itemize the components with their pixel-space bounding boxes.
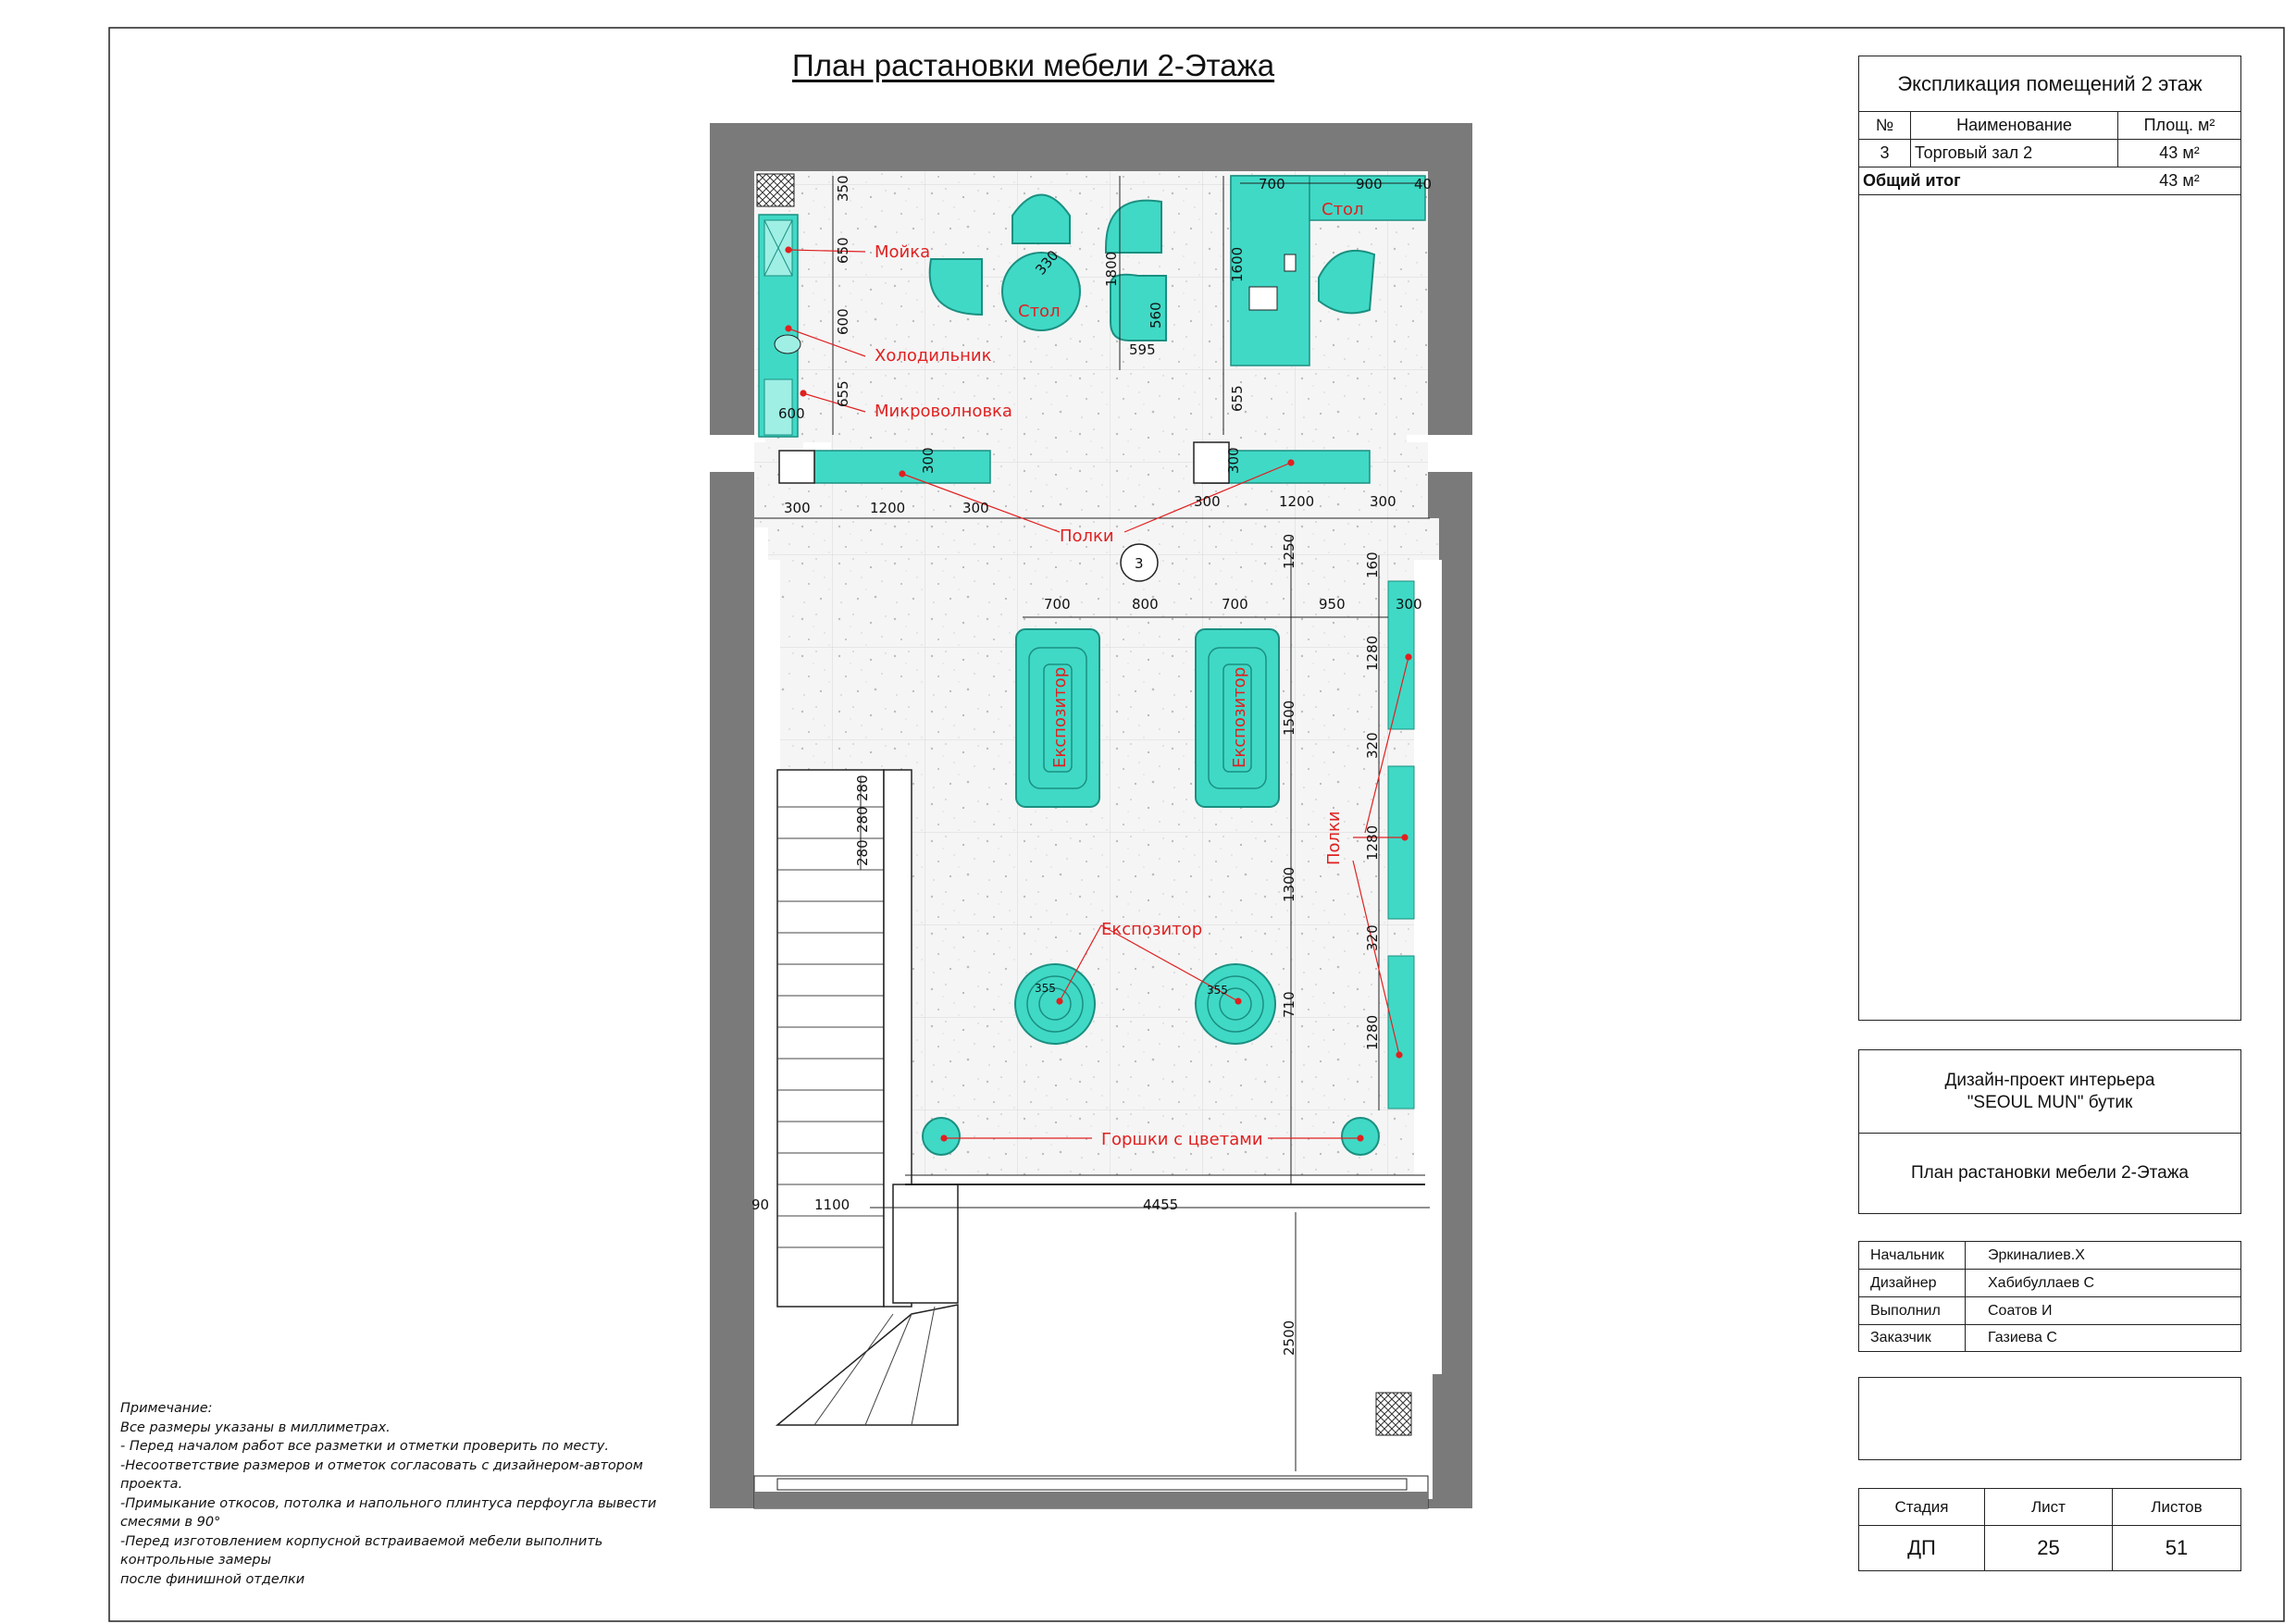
dim-s300d: 300 xyxy=(962,500,989,516)
stamp-header-sheet: Лист xyxy=(1985,1489,2113,1526)
label-microwave: Микроволновка xyxy=(875,402,1012,421)
explication-panel xyxy=(1858,56,2241,1021)
dim-t560: 560 xyxy=(1148,302,1164,329)
dim-s300c: 300 xyxy=(784,500,811,516)
name-designer: Хабибуллаев С xyxy=(1966,1270,2240,1297)
notes-line: контрольные замеры xyxy=(120,1553,272,1568)
display-round-left xyxy=(1015,964,1095,1044)
role-designer: Дизайнер xyxy=(1859,1270,1966,1297)
people-table xyxy=(1858,1241,2241,1352)
column-hatch-bottom xyxy=(1376,1393,1411,1435)
label-fridge: Холодильник xyxy=(875,346,992,366)
dim-d700a: 700 xyxy=(1044,596,1071,613)
project-block xyxy=(1858,1049,2241,1214)
shelf-top-right xyxy=(1226,451,1370,483)
dim-st280b: 280 xyxy=(854,806,871,833)
display-round-right xyxy=(1196,964,1275,1044)
explication-total-label: Общий итог xyxy=(1859,167,2118,195)
name-chief: Эркиналиев.Х xyxy=(1966,1242,2240,1270)
sheet-name: План растановки мебели 2-Этажа xyxy=(1910,1163,2189,1183)
dim-s1200b: 1200 xyxy=(1279,493,1315,510)
label-display-rect-left: Експозитор xyxy=(1050,666,1070,768)
notes-line: -Несоответствие размеров и отметок согласовать с дизайнером-автором xyxy=(120,1457,643,1473)
dim-v710: 710 xyxy=(1281,991,1297,1018)
stamp-value-sheets: 51 xyxy=(2165,1536,2189,1559)
dim-r355b: 355 xyxy=(1207,984,1228,997)
dim-d800: 800 xyxy=(1132,596,1159,613)
dim-b2500: 2500 xyxy=(1281,1320,1297,1356)
label-pots: Горшки с цветами xyxy=(1101,1130,1263,1149)
project-name xyxy=(1859,1050,2240,1134)
dim-k350: 350 xyxy=(835,175,851,202)
dim-s1200a: 1200 xyxy=(870,500,906,516)
dim-v1280c: 1280 xyxy=(1364,1014,1381,1050)
name-client: Газиева С xyxy=(1988,1330,2057,1345)
dim-t1600: 1600 xyxy=(1229,246,1246,282)
dim-v1280a: 1280 xyxy=(1364,635,1381,671)
dim-t1800: 1800 xyxy=(1103,251,1120,287)
explication-total-value: 43 м² xyxy=(2118,167,2240,195)
label-shelves-top: Полки xyxy=(1060,527,1114,546)
role-client: Заказчик xyxy=(1859,1325,1966,1351)
dim-k655: 655 xyxy=(835,380,851,407)
dim-o900: 900 xyxy=(1356,176,1383,192)
notes xyxy=(120,1399,694,1589)
dim-b1100: 1100 xyxy=(814,1196,850,1213)
room-number: 3 xyxy=(1135,555,1144,572)
explication-header-area: Площ. м² xyxy=(2118,112,2240,140)
notes-line: -Примыкание откосов, потолка и напольного плинтуса перфоуглa вывести xyxy=(120,1495,657,1511)
label-display: Експозитор xyxy=(1101,920,1203,939)
dim-s300f: 300 xyxy=(1370,493,1396,510)
label-sink: Мойка xyxy=(875,242,931,262)
project-line-2: "SEOUL MUN" бутик xyxy=(1967,1092,2133,1112)
notes-line: смесями в 90° xyxy=(120,1515,221,1530)
dim-k600: 600 xyxy=(835,308,851,335)
dim-s300e: 300 xyxy=(1194,493,1221,510)
dim-b4455: 4455 xyxy=(1143,1196,1179,1213)
dim-v1280b: 1280 xyxy=(1364,824,1381,861)
label-table-office: Стол xyxy=(1322,200,1364,219)
empty-block xyxy=(1858,1377,2241,1460)
dim-h160: 160 xyxy=(1364,552,1381,578)
explication-header-number: № xyxy=(1859,112,1911,140)
column-hatch-top xyxy=(757,174,794,206)
dim-v320b: 320 xyxy=(1364,924,1381,951)
stamp-table xyxy=(1858,1488,2241,1571)
dim-s300b: 300 xyxy=(1225,447,1242,474)
role-chief: Начальник xyxy=(1859,1242,1966,1270)
explication-cell-number: 3 xyxy=(1859,140,1911,167)
dim-d700b: 700 xyxy=(1222,596,1248,613)
dim-t330: 330 xyxy=(1032,247,1062,279)
name-executor: Соатов И xyxy=(1966,1297,2240,1325)
dim-v320a: 320 xyxy=(1364,732,1381,759)
shelves-right xyxy=(1388,581,1414,1109)
explication-title: Экспликация помещений 2 этаж xyxy=(1859,56,2240,112)
dim-k600b: 600 xyxy=(778,405,805,422)
dim-r355a: 355 xyxy=(1035,982,1056,995)
explication-cell-name: Торговый зал 2 xyxy=(1911,140,2118,167)
notes-line: - Перед началом работ все разметки и отметки проверить по месту. xyxy=(120,1439,609,1454)
notes-line: Все размеры указаны в миллиметрах. xyxy=(120,1419,391,1435)
notes-header: Примечание: xyxy=(120,1401,213,1416)
label-table-round: Стол xyxy=(1018,302,1061,321)
stamp-header-stage: Стадия xyxy=(1859,1489,1985,1526)
dim-b90: 90 xyxy=(751,1196,770,1213)
dim-t595: 595 xyxy=(1129,341,1156,358)
label-display-rect-right: Експозитор xyxy=(1230,666,1249,768)
dim-st280a: 280 xyxy=(854,775,871,801)
stamp-header-sheets: Листов xyxy=(2113,1489,2240,1526)
project-line-1: Дизайн-проект интерьера xyxy=(1944,1070,2155,1090)
dim-k650: 650 xyxy=(835,237,851,264)
notes-line: после финишной отделки xyxy=(120,1571,305,1587)
kitchen-counter xyxy=(759,215,800,437)
plant-pot-left xyxy=(923,1118,960,1155)
dim-t655: 655 xyxy=(1229,385,1246,412)
label-shelves-right: Полки xyxy=(1324,811,1344,865)
dim-st280c: 280 xyxy=(854,839,871,866)
notes-line: проекта. xyxy=(120,1477,183,1492)
stamp-value-sheet: 25 xyxy=(1985,1526,2113,1570)
page-title: План растановки мебели 2-Этажа xyxy=(792,48,1275,82)
dim-o40: 40 xyxy=(1414,176,1433,192)
explication-header-name: Наименование xyxy=(1911,112,2118,140)
stamp-value-stage: ДП xyxy=(1859,1526,1985,1570)
dim-o700: 700 xyxy=(1259,176,1285,192)
shelf-top-left xyxy=(814,451,990,483)
notes-line: -Перед изготовлением корпусной встраиваемой мебели выполнить xyxy=(120,1533,603,1549)
role-executor: Выполнил xyxy=(1859,1297,1966,1325)
dim-d950: 950 xyxy=(1319,596,1346,613)
dim-v1500: 1500 xyxy=(1281,700,1297,736)
dim-v1300: 1300 xyxy=(1281,866,1297,902)
dim-h1250: 1250 xyxy=(1281,533,1297,569)
dim-h300: 300 xyxy=(1396,596,1422,613)
dim-s300a: 300 xyxy=(920,447,937,474)
explication-cell-area: 43 м² xyxy=(2118,140,2240,167)
